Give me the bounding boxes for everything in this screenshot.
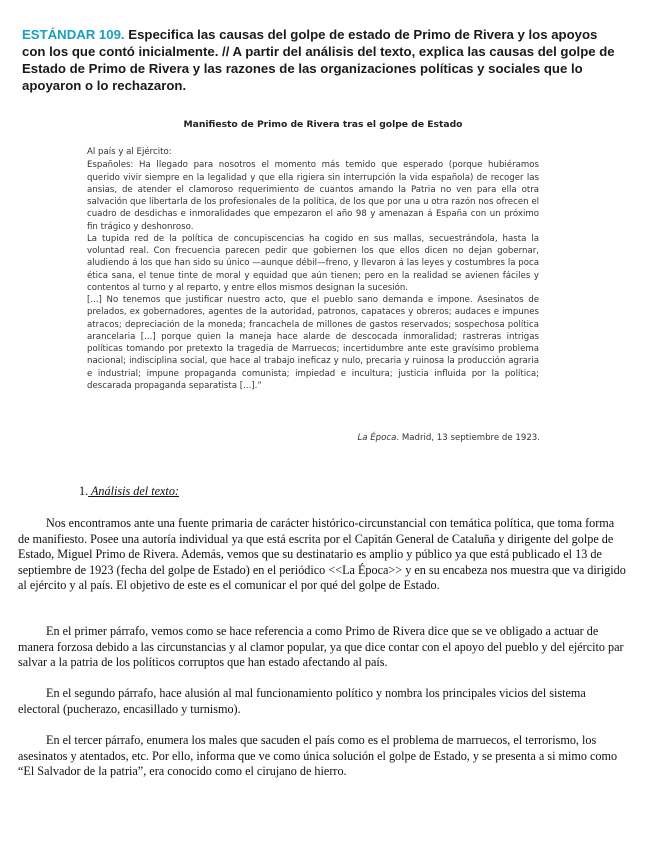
- analysis-paragraph: En el segundo párrafo, hace alusión al mal funcionamiento político y nombra los principales vicios del sistema electoral (pucherazo, encasillado y turnismo).: [18, 686, 586, 716]
- manifesto-salutation: Al país y al Ejército:: [87, 147, 172, 157]
- analysis-paragraph: Nos encontramos ante una fuente primaria de carácter histórico-circunstancial con temática política, que toma forma de manifiesto. Posee una autoría individual ya que está escrita por el Capitán General de Cataluña y dirigente del golpe de Estado, Miguel Primo de Rivera. Además, vemos que su destinatario es amplio y público ya que está publicado el 13 de septiembre de 1923 (fecha del golpe de Estado) en el periódico <<La Época>> y en su encabeza nos muestra que va dirigido al ejército y al país. El objetivo de este es el comunicar el por qué del golpe de Estado.: [18, 516, 626, 593]
- analysis-heading-number: 1.: [79, 484, 89, 498]
- analysis-paragraph: En el primer párrafo, vemos como se hace referencia a como Primo de Rivera dice que se ve obligado a actuar de manera forzosa debido a las circunstancias y al clamor popular, ya que dice contar con el apoyo del pueblo y del ejército par salvar a la patria de los políticos corruptos que han estado afectando al país.: [18, 624, 624, 670]
- manifesto-paragraph: Españoles: Ha llegado para nosotros el momento más temido que esperado (porque hubiéramos querido vivir siempre en la legalidad y que ella rigiera sin interrupción la vida española) de recoger las ansias, de atender el clamoroso requerimiento de cuantos amando la Patria no ven para ella otra salvación que libertarla de los profesionales de la política, de los que por una u otra razón nos ofrecen el cuadro de desdichas e inmoralidades que empezaron el año 98 y amenazan á España con un próximo fin trágico y deshonroso.: [87, 160, 539, 232]
- citation-date: . Madrid, 13 septiembre de 1923.: [396, 433, 540, 443]
- standard-statement: [22, 26, 622, 94]
- analysis-heading-label: Análisis del texto:: [88, 484, 179, 498]
- analysis-heading: [79, 484, 179, 499]
- manifesto-paragraph: La tupida red de la política de concupiscencias ha cogido en sus mallas, secuestrándola, hasta la voluntad real. Con frecuencia parecen pedir que gobiernen los que ellos dicen no dejan gobernar, aludiendo á los que han sido su único —aunque débil—freno, y llevaron á las leyes y costumbres la poca ética sana, el tenue tinte de moral y equidad que aún tienen; pero en la realidad se avienen fáciles y contentos al turno y al reparto, y entre ellos mismos designan la sucesión.: [87, 233, 539, 293]
- analysis-paragraph: En el tercer párrafo, enumera los males que sacuden el país como es el problema de marruecos, el terrorismo, los asesinatos y atentados, etc. Por ello, informa que ve como única solución el golpe de Estado, y se presenta a si mimo como “El Salvador de la patria”, era conocido como el cirujano de hierro.: [18, 733, 618, 779]
- standard-code: ESTÁNDAR 109.: [22, 27, 125, 42]
- citation-source: La Época: [357, 433, 397, 443]
- standard-text: Especifica las causas del golpe de estado de Primo de Rivera y los apoyos con los que contó inicialmente. // A partir del análisis del texto, explica las causas del golpe de Estado de Primo de Rivera y las razones de las organizaciones políticas y sociales que lo apoyaron o lo rechazaron.: [22, 27, 615, 93]
- manifesto-title: Manifiesto de Primo de Rivera tras el golpe de Estado: [183, 119, 463, 130]
- manifesto-text: [87, 146, 539, 392]
- manifesto-paragraph: [...] No tenemos que justificar nuestro acto, que el pueblo sano demanda e impone. Asesinatos de prelados, ex gobernadores, agentes de la autoridad, patronos, capataces y obreros; audaces e impunes atracos; depreciación de la moneda; francachela de millones de gastos reservados; sospechosa política arancelaria [...] porque quien la maneja hace alarde de descocada inmoralidad; rastreras intrigas políticas tomando por pretexto la tragedia de Marruecos; incertidumbre ante este gravísimo problema nacional; indisciplina social, que hace al trabajo ineficaz y nulo, precaria y ruinosa la producción agraria e industrial; impune propaganda comunista; impiedad e incultura; justicia influida por la política; descarada propaganda separatista [...].”: [87, 295, 539, 391]
- manifesto-citation: [357, 433, 540, 443]
